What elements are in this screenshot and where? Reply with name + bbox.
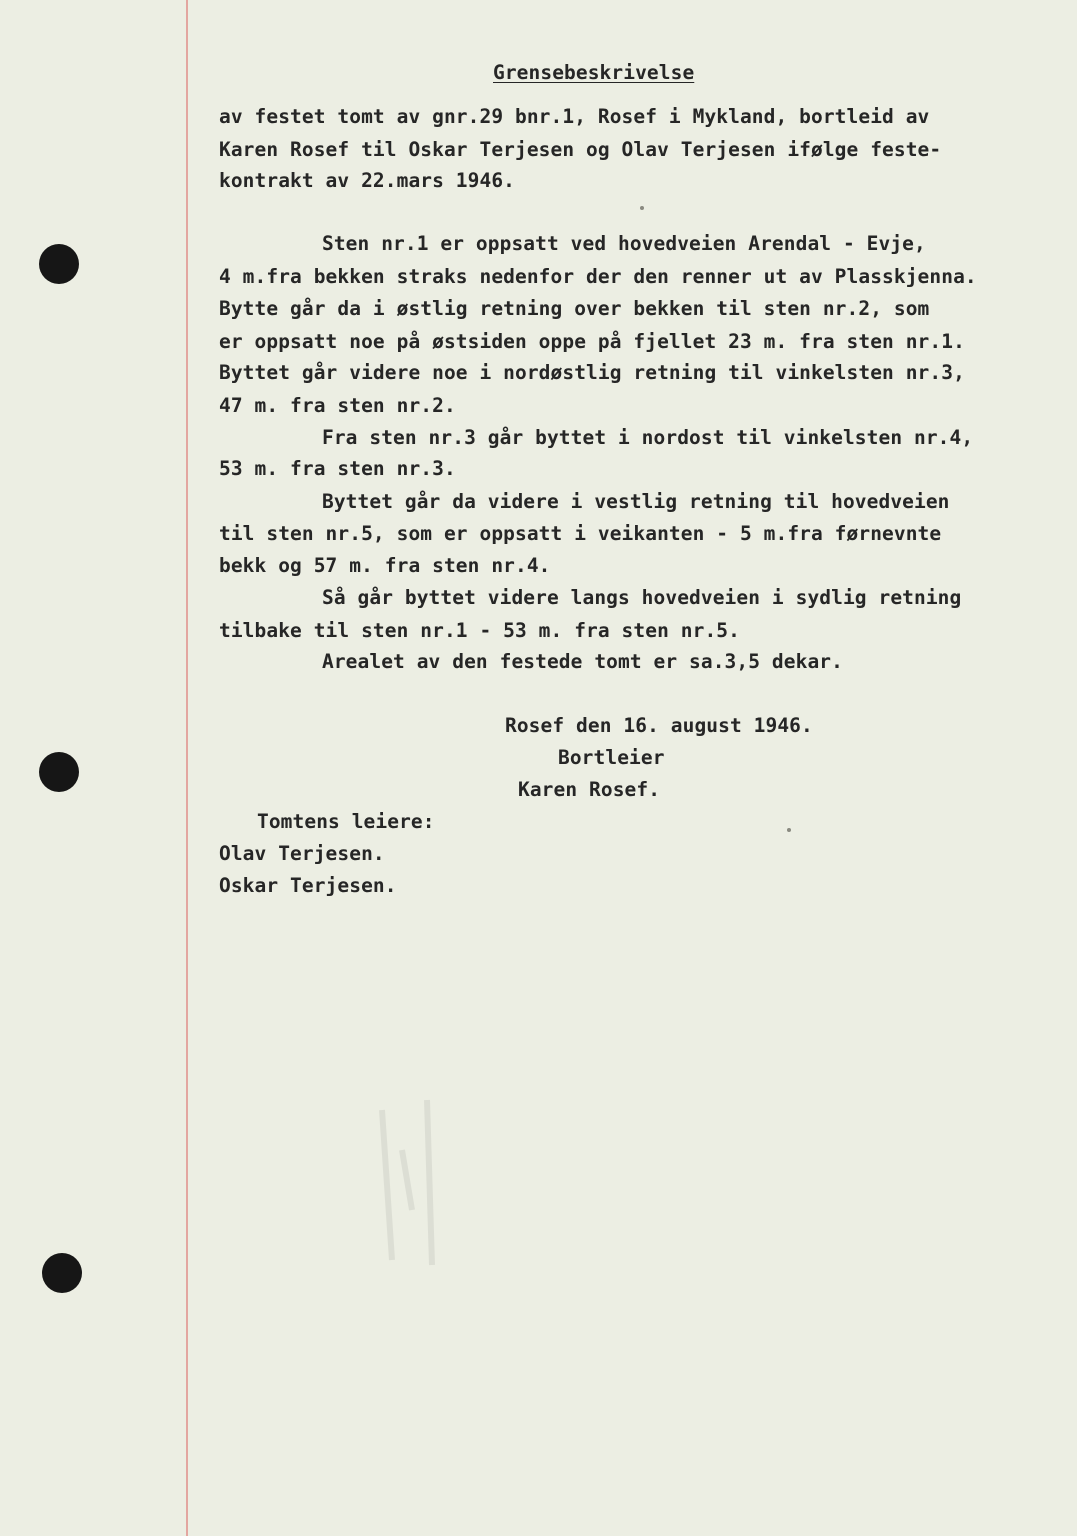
intro-line-3: kontrakt av 22.mars 1946. [219, 169, 515, 192]
signature-role: Bortleier [558, 746, 665, 769]
body-line-1: Sten nr.1 er oppsatt ved hovedveien Arendal - Evje, [322, 232, 926, 255]
tenant-name-2: Oskar Terjesen. [219, 874, 397, 897]
tenant-name-1: Olav Terjesen. [219, 842, 385, 865]
intro-line-1: av festet tomt av gnr.29 bnr.1, Rosef i Mykland, bortleid av [219, 105, 930, 128]
body-line-8: 53 m. fra sten nr.3. [219, 457, 456, 480]
paper-speck [640, 206, 644, 210]
body-line-7: Fra sten nr.3 går byttet i nordost til vinkelsten nr.4, [322, 426, 974, 449]
body-line-13: tilbake til sten nr.1 - 53 m. fra sten nr.5. [219, 619, 740, 642]
body-line-6: 47 m. fra sten nr.2. [219, 394, 456, 417]
signature-place-date: Rosef den 16. august 1946. [505, 714, 813, 737]
body-line-5: Byttet går videre noe i nordøstlig retning til vinkelsten nr.3, [219, 361, 965, 384]
body-line-11: bekk og 57 m. fra sten nr.4. [219, 554, 551, 577]
margin-rule [186, 0, 188, 1536]
punch-hole-top [39, 244, 79, 284]
document-heading: Grensebeskrivelse [493, 61, 695, 84]
body-line-9: Byttet går da videre i vestlig retning til hovedveien [322, 490, 950, 513]
paper-speck [787, 828, 791, 832]
body-line-2: 4 m.fra bekken straks nedenfor der den renner ut av Plasskjenna. [219, 265, 977, 288]
intro-line-2: Karen Rosef til Oskar Terjesen og Olav Terjesen ifølge feste- [219, 138, 942, 161]
body-line-14: Arealet av den festede tomt er sa.3,5 dekar. [322, 650, 843, 673]
punch-hole-bottom [42, 1253, 82, 1293]
faint-stamp-mark [372, 1090, 452, 1270]
body-line-3: Bytte går da i østlig retning over bekken til sten nr.2, som [219, 297, 930, 320]
body-line-4: er oppsatt noe på østsiden oppe på fjellet 23 m. fra sten nr.1. [219, 330, 965, 353]
punch-hole-middle [39, 752, 79, 792]
tenants-label: Tomtens leiere: [257, 810, 435, 833]
body-line-10: til sten nr.5, som er oppsatt i veikanten - 5 m.fra førnevnte [219, 522, 942, 545]
signature-name: Karen Rosef. [518, 778, 661, 801]
body-line-12: Så går byttet videre langs hovedveien i sydlig retning [322, 586, 962, 609]
